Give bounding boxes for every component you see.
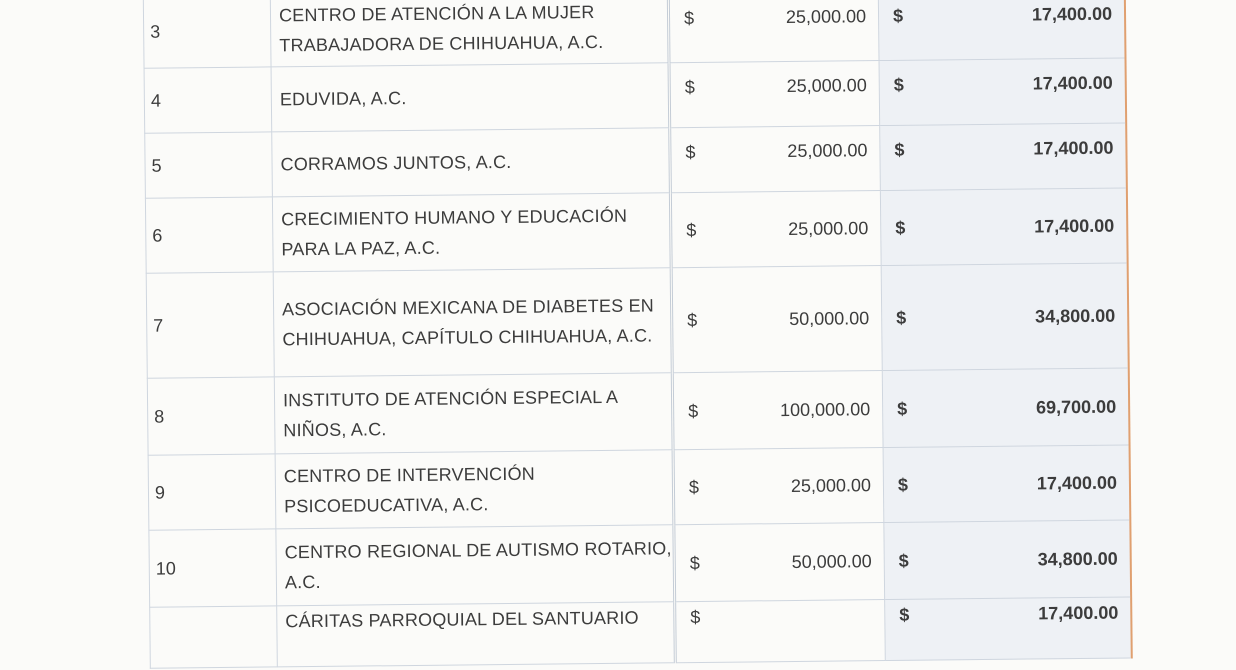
requested-amount [674,523,885,602]
currency-symbol: $ [684,3,694,33]
amount: 69,700.00 [1036,392,1116,423]
amount: 17,400.00 [1032,0,1112,29]
amount: 25,000.00 [791,470,871,501]
currency-symbol: $ [687,305,697,335]
requested-amount [675,600,886,663]
currency-symbol: $ [893,1,903,31]
requested-amount-value [675,470,883,502]
currency-symbol: $ [690,602,700,632]
currency-symbol: $ [899,600,909,630]
currency-symbol: $ [897,394,907,424]
table-row [146,263,1129,378]
row-number: 10 [149,529,277,607]
approved-amount-value [883,391,1128,424]
requested-amount-value [676,600,884,632]
row-number: 9 [148,454,276,530]
organization-name: CÁRITAS PARROQUIAL DEL SANTUARIO [277,602,676,667]
organization-name: CRECIMIENTO HUMANO Y EDUCACIÓN PARA LA PAZ, A.C. [272,193,671,272]
requested-amount-value [672,213,880,245]
row-number: 7 [146,272,274,378]
row-number: 5 [145,132,273,198]
requested-amount-value [671,135,879,167]
requested-amount [671,266,882,373]
table-row [143,0,1125,68]
row-number [150,606,278,668]
currency-symbol: $ [898,470,908,500]
requested-amount [670,191,881,268]
currency-symbol: $ [894,70,904,100]
table-row [145,188,1127,273]
approved-amount-value [884,467,1129,500]
amount: 50,000.00 [789,303,869,334]
table-row [145,123,1127,198]
organization-name: CORRAMOS JUNTOS, A.C. [272,128,671,197]
table-row [150,597,1132,668]
organization-name: INSTITUTO DE ATENCIÓN ESPECIAL A NIÑOS, A.C. [274,373,673,454]
table-row [147,368,1129,455]
requested-amount-value [673,303,881,335]
row-number: 8 [147,377,275,455]
amount: 17,400.00 [1038,598,1118,629]
requested-amount-value [670,1,878,33]
currency-symbol: $ [895,213,905,243]
table-row [149,520,1131,607]
approved-amount-value [881,210,1126,243]
currency-symbol: $ [685,137,695,167]
organization-name: CENTRO DE INTERVENCIÓN PSICOEDUCATIVA, A.C. [275,450,674,529]
approved-amount-value [885,597,1130,630]
organization-name: EDUVIDA, A.C. [271,63,670,132]
currency-symbol: $ [689,472,699,502]
approved-amount-value [882,300,1127,333]
amount: 25,000.00 [787,135,867,166]
requested-amount [668,0,879,63]
approved-amount [879,58,1126,126]
requested-amount-value [671,70,879,102]
amount: 34,800.00 [1038,544,1118,575]
approved-amount-value [879,0,1124,31]
amount: 50,000.00 [792,546,872,577]
approved-amount-value [880,132,1125,165]
requested-amount [672,371,883,450]
organization-name: CENTRO DE ATENCIÓN A LA MUJER TRABAJADORA DE CHIHUAHUA, A.C. [270,0,669,67]
row-number: 6 [145,197,273,273]
organization-name: CENTRO REGIONAL DE AUTISMO ROTARIO, A.C. [276,525,675,606]
currency-symbol: $ [690,548,700,578]
approved-amount [882,368,1129,448]
organization-name: ASOCIACIÓN MEXICANA DE DIABETES EN CHIHUAHUA, CAPÍTULO CHIHUAHUA, A.C. [273,268,672,377]
approved-amount [880,123,1127,191]
amount: 17,400.00 [1037,468,1117,499]
approved-amount [878,0,1125,61]
currency-symbol: $ [686,215,696,245]
amount: 25,000.00 [788,213,868,244]
table-row [148,445,1130,530]
amount: 34,800.00 [1035,301,1115,332]
table-row [144,58,1126,133]
approved-amount [884,520,1131,600]
row-number: 4 [144,67,272,133]
currency-symbol: $ [688,396,698,426]
amount: 25,000.00 [786,1,866,32]
approved-amount [883,445,1130,523]
requested-amount [669,61,880,128]
requested-amount [670,126,881,193]
approved-amount-value [885,543,1130,576]
currency-symbol: $ [896,303,906,333]
approved-amount [880,188,1127,266]
approved-amount [881,263,1129,371]
requested-amount-value [674,394,882,426]
donations-table-body [143,0,1131,668]
approved-amount-value [880,67,1125,100]
donations-table [143,0,1133,669]
requested-amount [673,448,884,525]
currency-symbol: $ [899,546,909,576]
row-number: 3 [143,0,271,68]
amount: 17,400.00 [1034,211,1114,242]
approved-amount [885,597,1132,661]
currency-symbol: $ [894,135,904,165]
currency-symbol: $ [685,72,695,102]
amount: 25,000.00 [787,70,867,101]
amount: 100,000.00 [780,394,870,425]
requested-amount-value [676,546,884,578]
amount: 17,400.00 [1033,68,1113,99]
amount: 17,400.00 [1033,133,1113,164]
